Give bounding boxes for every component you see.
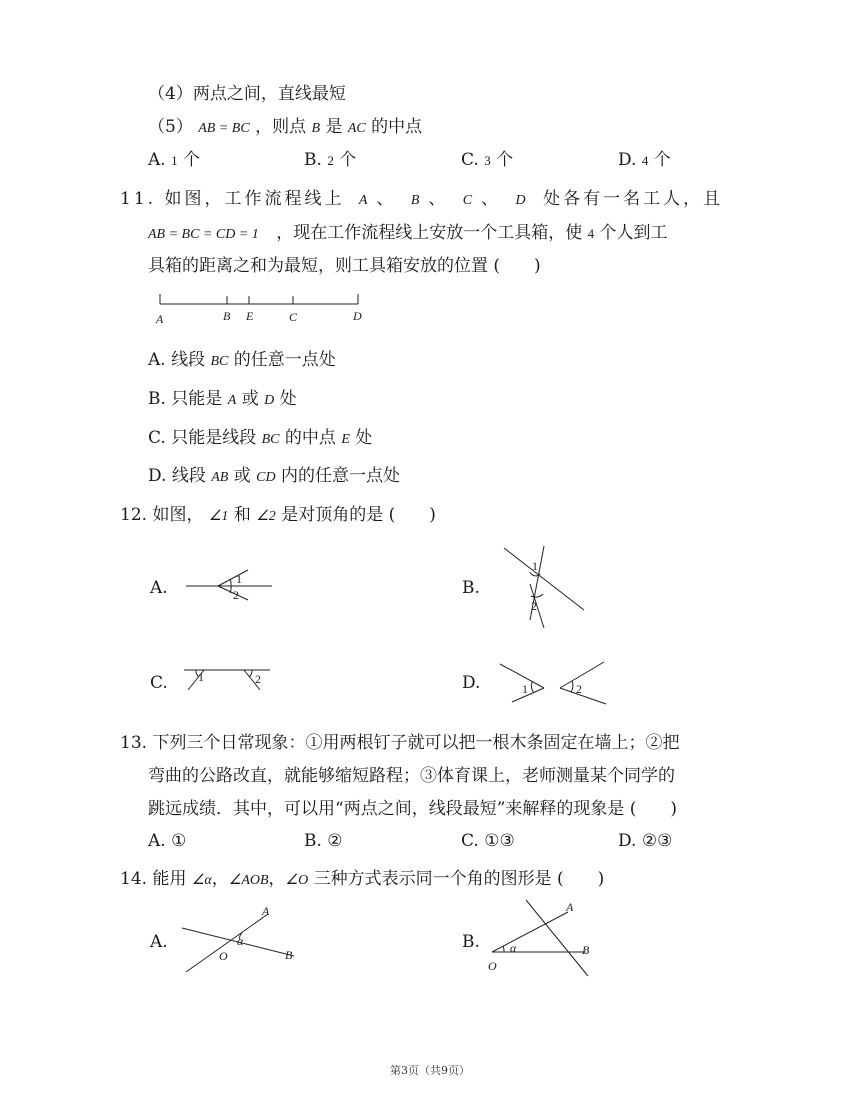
q10-option-c[interactable] [461, 150, 513, 171]
point-a: A [358, 193, 371, 208]
label-c: C [289, 310, 298, 324]
label-e: E [246, 309, 254, 323]
q11-text-2: 处各有一名工人，且 [543, 189, 724, 209]
point-e: E [341, 432, 350, 447]
angle-o: ∠O [285, 873, 309, 888]
angle-label-2: 2 [576, 682, 582, 696]
label-d: D [353, 309, 362, 323]
option-text: B. 只能是 [148, 389, 223, 409]
option-unit: 个 [496, 150, 514, 170]
q12-option-d-label[interactable]: D. [462, 673, 481, 693]
label-a: A [566, 900, 574, 914]
option-unit: 个 [653, 150, 671, 170]
separator: 、 [376, 189, 397, 209]
point-c: C [462, 193, 476, 208]
q12-text: 12. 如图， [120, 505, 204, 525]
q11-option-d[interactable] [148, 466, 400, 488]
label-b: B [285, 948, 293, 962]
option-letter: C. [461, 150, 479, 170]
option-number: 2 [327, 153, 334, 168]
option-text-3: 处 [355, 428, 373, 448]
q13-option-a[interactable]: A. ① [148, 831, 187, 851]
option-letter: D. [618, 150, 637, 170]
q13-option-b[interactable]: B. ② [304, 831, 343, 851]
q12-option-a-label[interactable]: A. [150, 578, 168, 598]
q11-line-2 [148, 223, 668, 245]
q13-option-c[interactable]: C. ①③ [461, 831, 515, 851]
point-a: A [227, 393, 237, 408]
q12-figure-d[interactable] [490, 658, 620, 708]
statement-5-point-b: B [311, 121, 321, 136]
separator: ， [211, 869, 229, 889]
angle-label-1: 1 [532, 559, 538, 573]
separator: 、 [481, 189, 502, 209]
q11-text-3: ，现在工作流程线上安放一个工具箱，使 [276, 223, 583, 243]
option-text-3: 内的任意一点处 [281, 466, 401, 486]
label-b: B [223, 309, 231, 323]
option-text: D. 线段 [148, 466, 206, 486]
statement-5-equation: AB = BC [198, 121, 250, 136]
option-text-2: 的中点 [284, 428, 336, 448]
label-alpha: α [237, 934, 244, 948]
label-o: O [219, 949, 228, 963]
separator: ， [268, 869, 286, 889]
separator: 、 [428, 189, 449, 209]
label-b: B [582, 943, 590, 957]
statement-5-text-3: 的中点 [371, 117, 423, 137]
statement-5-text-2: 是 [325, 117, 343, 137]
option-number: 1 [171, 153, 178, 168]
point-d: D [515, 193, 529, 208]
option-unit: 个 [183, 150, 200, 170]
q13-line-3: 跳远成绩．其中，可以用“两点之间，线段最短”来解释的现象是 ( ) [148, 799, 678, 819]
q11-number-four: 4 [587, 226, 595, 241]
q12-figure-a[interactable] [180, 566, 280, 606]
q11-number-line-figure [150, 290, 370, 326]
q13-option-d[interactable]: D. ②③ [618, 831, 673, 851]
q11-line-1 [120, 189, 723, 211]
option-text-2: 的任意一点处 [233, 350, 336, 370]
statement-5-segment-ac: AC [347, 121, 366, 136]
q11-option-a[interactable] [148, 350, 336, 372]
angle-alpha: ∠α [191, 873, 212, 888]
q14-text: 14. 能用 [120, 869, 187, 889]
segment-bc: BC [261, 432, 280, 447]
angle-label-1: 1 [522, 682, 528, 696]
q11-text-4: 个人到工 [599, 223, 668, 243]
q14-figure-b[interactable] [484, 898, 614, 978]
option-text: C. 只能是线段 [148, 428, 257, 448]
q12-text-3: 是对顶角的是 ( ) [281, 505, 436, 525]
q14-option-a-label[interactable]: A. [150, 932, 168, 952]
q11-text: 11. 如图，工作流程线上 [120, 189, 345, 209]
q12-text-2: 和 [233, 505, 251, 525]
q11-line-3: 具箱的距离之和为最短，则工具箱安放的位置 ( ) [148, 256, 541, 276]
segment-bc: BC [210, 354, 229, 369]
q12-option-b-label[interactable]: B. [462, 578, 480, 598]
q13-line-1: 13. 下列三个日常现象：①用两根钉子就可以把一根木条固定在墙上；②把 [120, 733, 680, 753]
option-text: A. 线段 [148, 350, 206, 370]
label-a: A [156, 312, 164, 326]
q10-option-b[interactable] [304, 150, 356, 171]
angle-label-1: 1 [236, 572, 242, 586]
angle-label-2: 2 [233, 588, 239, 602]
angle-label-1: 1 [198, 670, 204, 684]
option-text-3: 处 [279, 389, 297, 409]
statement-5-number: （5） [148, 117, 193, 137]
q12-question [120, 505, 436, 527]
q10-option-d[interactable] [618, 150, 671, 171]
option-text-2: 或 [233, 466, 251, 486]
q14-option-b-label[interactable]: B. [462, 932, 480, 952]
q14-figure-a[interactable] [178, 904, 308, 974]
angle-1: ∠1 [208, 509, 229, 524]
label-o: O [488, 959, 497, 973]
option-number: 4 [641, 153, 649, 168]
label-alpha: α [510, 941, 517, 955]
option-text-2: 或 [241, 389, 259, 409]
label-a: A [262, 904, 270, 918]
q13-line-2: 弯曲的公路改直，就能够缩短路程；③体育课上，老师测量某个同学的 [148, 766, 675, 786]
q10-option-a[interactable] [148, 150, 200, 171]
q11-equation: AB = BC = CD = 1 [148, 227, 259, 242]
option-number: 3 [484, 153, 491, 168]
q11-option-c[interactable] [148, 428, 372, 450]
angle-2: ∠2 [256, 509, 276, 524]
angle-label-2: 2 [531, 599, 537, 613]
point-b: B [410, 193, 423, 208]
segment-ab: AB [211, 470, 229, 485]
angle-label-2: 2 [255, 672, 261, 686]
statement-4: （4）两点之间，直线最短 [148, 84, 346, 104]
q12-option-c-label[interactable]: C. [150, 673, 168, 693]
q14-text-2: 三种方式表示同一个角的图形是 ( ) [313, 869, 605, 889]
q12-figure-b[interactable] [490, 544, 590, 630]
q14-question [120, 869, 604, 891]
option-letter: A. [148, 150, 166, 170]
statement-5-text: ，则点 [255, 117, 307, 137]
page-footer: 第3页（共9页） [390, 1064, 470, 1077]
q11-option-b[interactable] [148, 389, 297, 411]
option-letter: B. [304, 150, 322, 170]
q12-figure-c[interactable] [180, 664, 280, 694]
angle-aob: ∠AOB [228, 873, 269, 888]
segment-cd: CD [256, 470, 276, 485]
point-d: D [264, 393, 275, 408]
statement-5 [148, 117, 422, 139]
option-unit: 个 [339, 150, 357, 170]
